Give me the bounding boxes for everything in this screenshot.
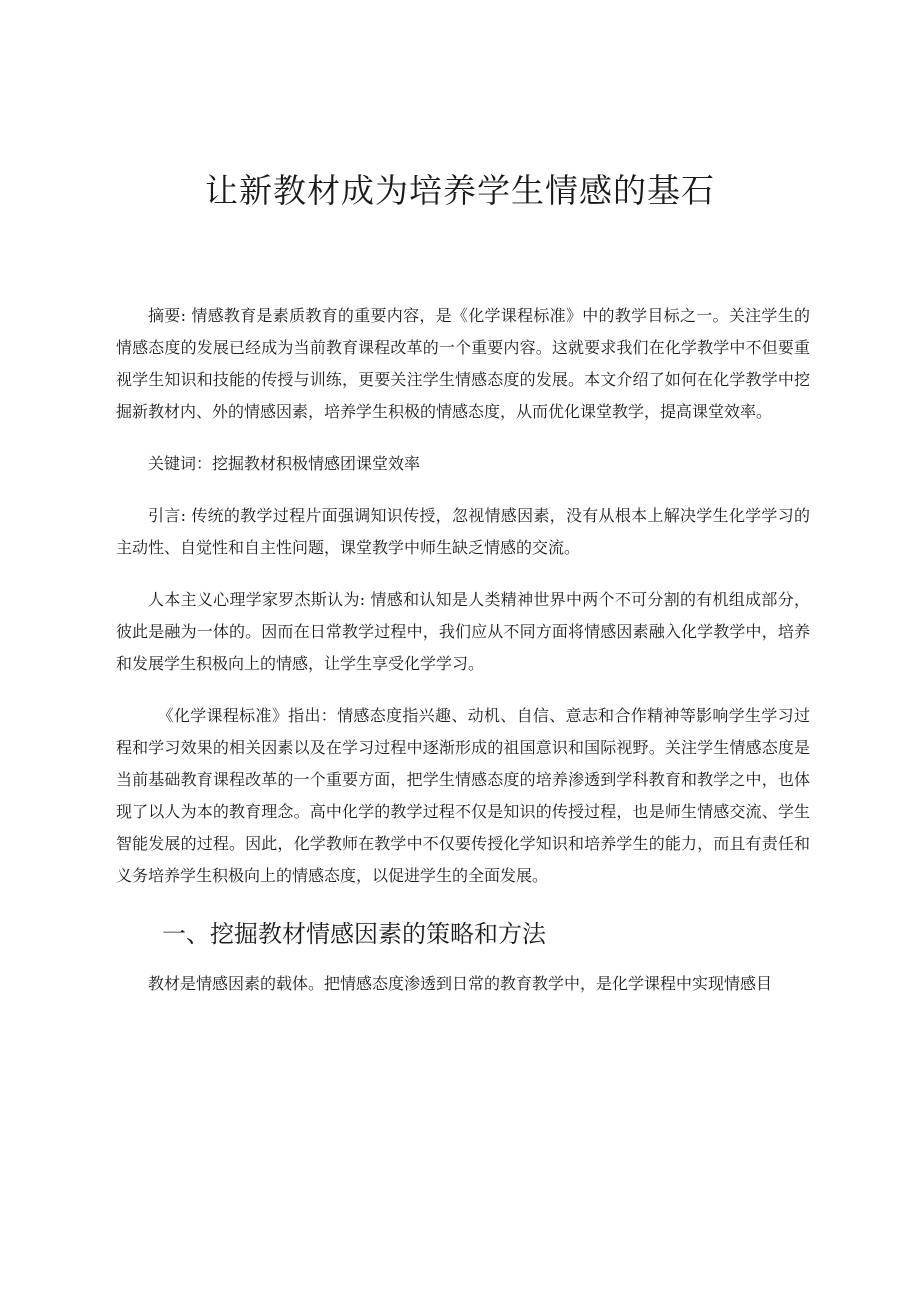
document-body [116,300,810,1000]
section-paragraph: 教材是情感因素的载体。把情感态度渗透到日常的教育教学中，是化学课程中实现情感目 [148,974,773,993]
abstract-paragraph: 摘要: 情感教育是素质教育的重要内容，是《化学课程标准》中的教学目标之一。关注学生的情感态度的发展已经成为当前教育课程改革的一个重要内容。这就要求我们在化学教学中不但要重视学生知识和技能的传授与训练，更要关注学生情感态度的发展。本文介绍了如何在化学教学中挖掘新教材内、外的情感因素，培养学生积极的情感态度，从而优化课堂教学，提高课堂效率。 [116,306,810,421]
keywords-paragraph: 关键词：挖掘教材积极情感团课堂效率 [148,454,421,473]
document-title: 让新教材成为培养学生情感的基石 [205,171,715,210]
introduction-paragraph: 引言: 传统的教学过程片面强调知识传授，忽视情感因素，没有从根本上解决学生化学学习的主动性、自觉性和自主性问题，课堂教学中师生缺乏情感的交流。 [116,506,810,557]
curriculum-standard-paragraph: 《化学课程标准》指出：情感态度指兴趣、动机、自信、意志和合作精神等影响学生学习过程和学习效果的相关因素以及在学习过程中逐渐形成的祖国意识和国际视野。关注学生情感态度是当前基础教育课程改革的一个重要方面，把学生情感态度的培养渗透到学科教育和教学之中，也体现了以人为本的教育理念。高中化学的教学过程不仅是知识的传授过程，也是师生情感交流、学生智能发展的过程。因此，化学教师在教学中不仅要传授化学知识和培养学生的能力，而且有责任和义务培养学生积极向上的情感态度，以促进学生的全面发展。 [116,706,810,885]
section-heading: 一、挖掘教材情感因素的策略和方法 [162,920,546,948]
rogers-paragraph: 人本主义心理学家罗杰斯认为: 情感和认知是人类精神世界中两个不可分割的有机组成部分，彼此是融为一体的。因而在日常教学过程中，我们应从不同方面将情感因素融入化学教学中，培养和发展学生积极向上的情感，让学生享受化学学习。 [116,590,810,673]
